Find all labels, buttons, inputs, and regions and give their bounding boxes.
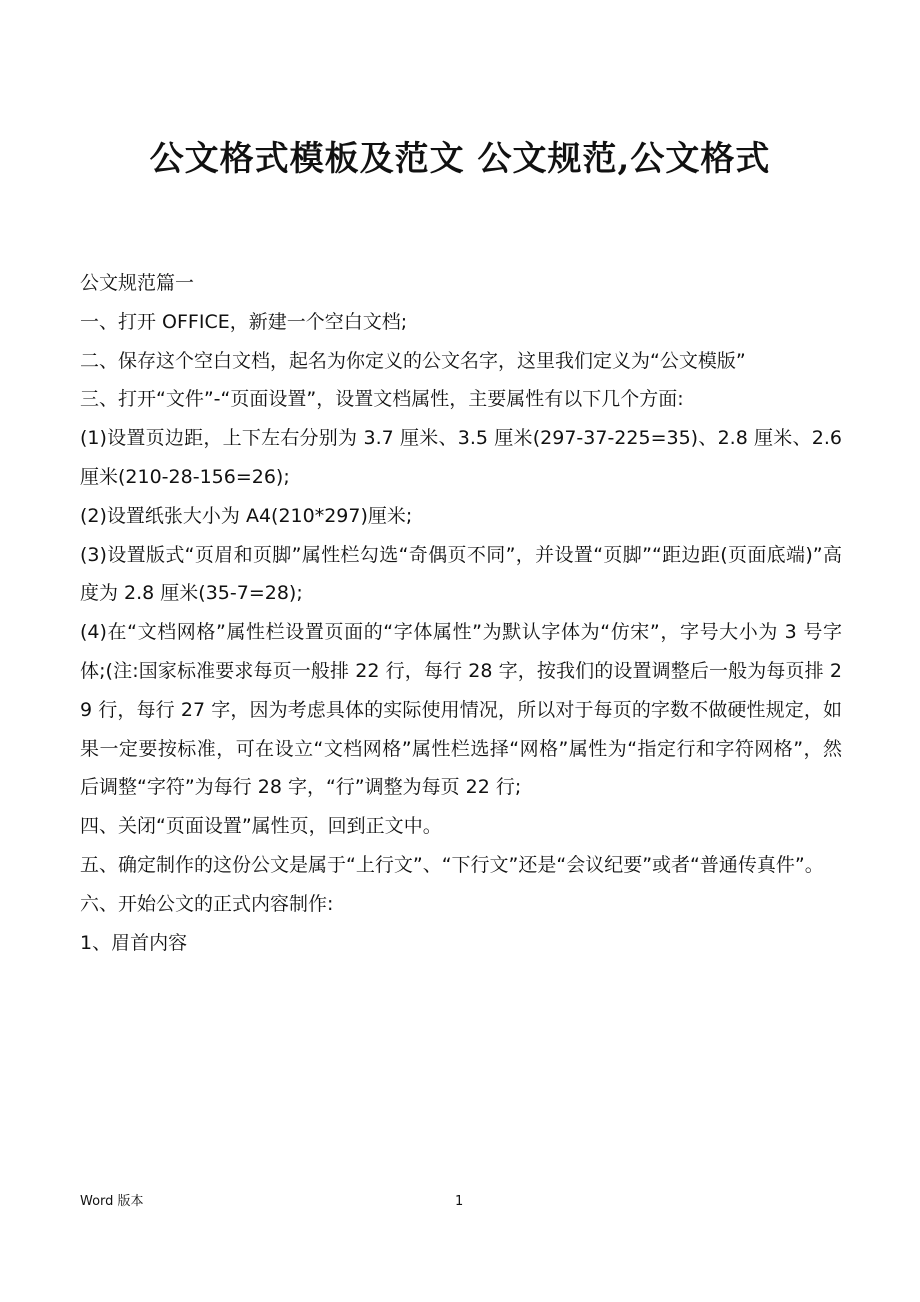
paragraph-step-1: 一、打开 OFFICE，新建一个空白文档; bbox=[80, 310, 408, 333]
paragraph-step-2: 二、保存这个空白文档，起名为你定义的公文名字，这里我们定义为“公文模版” bbox=[80, 349, 746, 372]
paragraph-step-3: 三、打开“文件”-“页面设置”，设置文档属性，主要属性有以下几个方面: bbox=[80, 388, 684, 411]
document-title: 公文格式模板及范文 公文规范,公文格式 bbox=[149, 139, 771, 179]
paragraph-item-2: (2)设置纸张大小为 A4(210*297)厘米; bbox=[80, 504, 413, 527]
footer-label: Word 版本 bbox=[80, 1194, 144, 1209]
paragraph-section-heading: 公文规范篇一 bbox=[80, 272, 195, 294]
paragraph-step-6: 六、开始公文的正式内容制作: bbox=[80, 892, 334, 915]
paragraph-item-4: (4)在“文档网格”属性栏设置页面的“字体属性”为默认字体为“仿宋”，字号大小为 3 号字体;(注:国家标准要求每页一般排 22 行，每行 28 字，按我们的设置调整后一般为每页排 29 行，每行 27 字，因为考虑具体的实际使用情况，所以对于每页的字数不做硬性规定，如果一定要按标准，可在设立“文档网格”属性栏选择“网格”属性为“指定行和字符网格”，然后调整“字符”为每行 28 字，“行”调整为每页 22 行; bbox=[80, 621, 842, 799]
paragraph-item-1: (1)设置页边距，上下左右分别为 3.7 厘米、3.5 厘米(297-37-225=35)、2.8 厘米、2.6 厘米(210-28-156=26); bbox=[80, 427, 842, 488]
page-number: 1 bbox=[455, 1194, 464, 1209]
paragraph-subsection-1: 1、眉首内容 bbox=[80, 931, 188, 954]
paragraph-item-3: (3)设置版式“页眉和页脚”属性栏勾选“奇偶页不同”，并设置“页脚”“距边距(页面底端)”高度为 2.8 厘米(35-7=28); bbox=[80, 543, 842, 605]
paragraph-step-5: 五、确定制作的这份公文是属于“上行文”、“下行文”还是“会议纪要”或者“普通传真件”。 bbox=[80, 853, 824, 876]
document-body bbox=[80, 264, 842, 962]
paragraph-step-4: 四、关闭“页面设置”属性页，回到正文中。 bbox=[80, 815, 442, 838]
